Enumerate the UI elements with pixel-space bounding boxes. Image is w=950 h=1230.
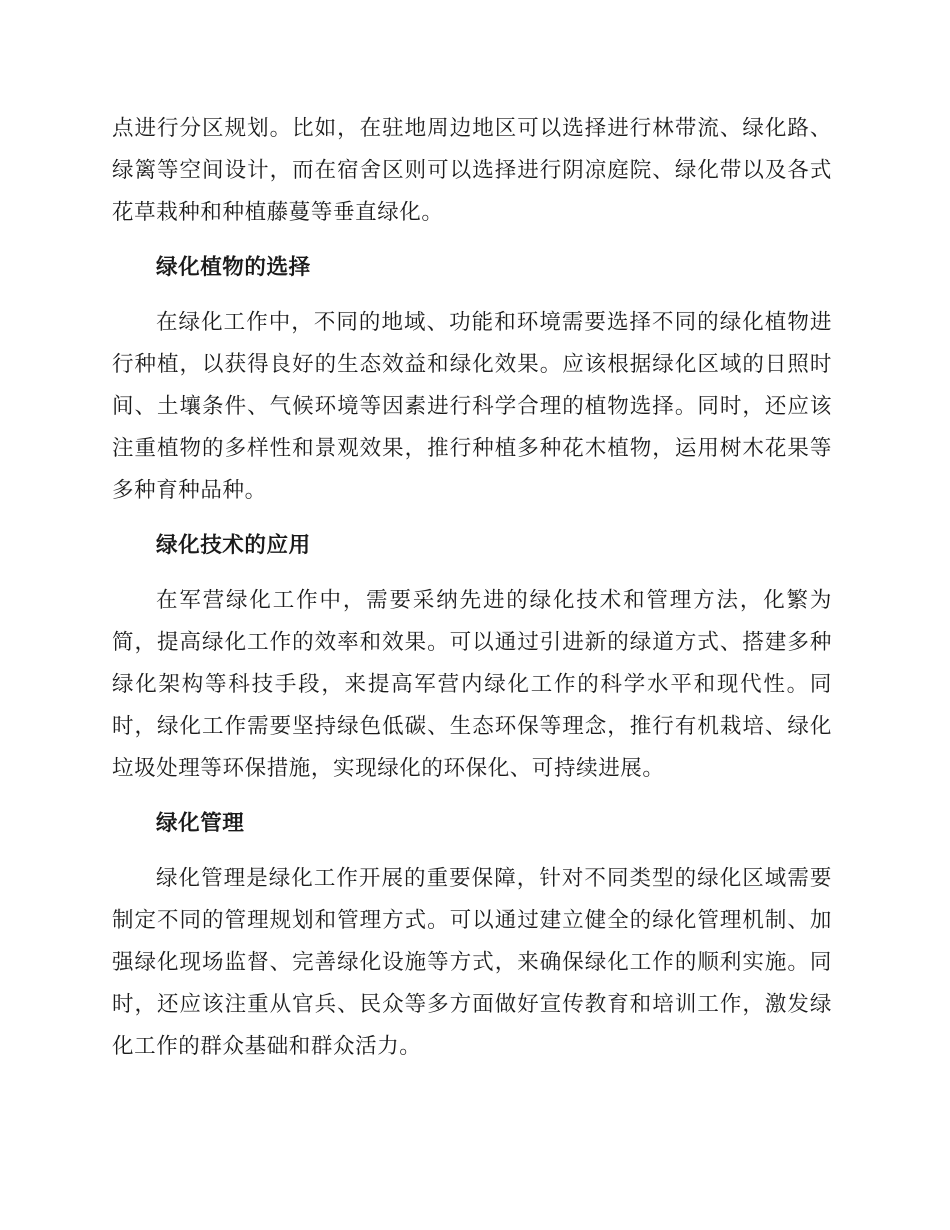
section-paragraph-management: 绿化管理是绿化工作开展的重要保障，针对不同类型的绿化区域需要制定不同的管理规划和管理方式。可以通过建立健全的绿化管理机制、加强绿化现场监督、完善绿化设施等方式，来确保绿化工作的顺利实施。同时，还应该注重从官兵、民众等多方面做好宣传教育和培训工作，激发绿化工作的群众基础和群众活力。 (112, 866, 832, 1059)
section-paragraph-plant-selection: 在绿化工作中，不同的地域、功能和环境需要选择不同的绿化植物进行种植，以获得良好的生态效益和绿化效果。应该根据绿化区域的日照时间、土壤条件、气候环境等因素进行科学合理的植物选择。同时，还应该注重植物的多样性和景观效果，推行种植多种花木植物，运用树木花果等多种育种品种。 (112, 310, 832, 503)
document-page (112, 108, 832, 1068)
section-paragraph-technology: 在军营绿化工作中，需要采纳先进的绿化技术和管理方法，化繁为简，提高绿化工作的效率和效果。可以通过引进新的绿道方式、搭建多种绿化架构等科技手段，来提高军营内绿化工作的科学水平和现代性。同时，绿化工作需要坚持绿色低碳、生态环保等理念，推行有机栽培、绿化垃圾处理等环保措施，实现绿化的环保化、可持续进展。 (112, 588, 832, 781)
intro-paragraph: 点进行分区规划。比如，在驻地周边地区可以选择进行林带流、绿化路、绿篱等空间设计，而在宿舍区则可以选择进行阴凉庭院、绿化带以及各式花草栽种和种植藤蔓等垂直绿化。 (112, 116, 832, 225)
section-heading-technology: 绿化技术的应用 (156, 533, 311, 558)
section-heading-plant-selection: 绿化植物的选择 (156, 255, 311, 280)
section-heading-management: 绿化管理 (156, 811, 245, 836)
